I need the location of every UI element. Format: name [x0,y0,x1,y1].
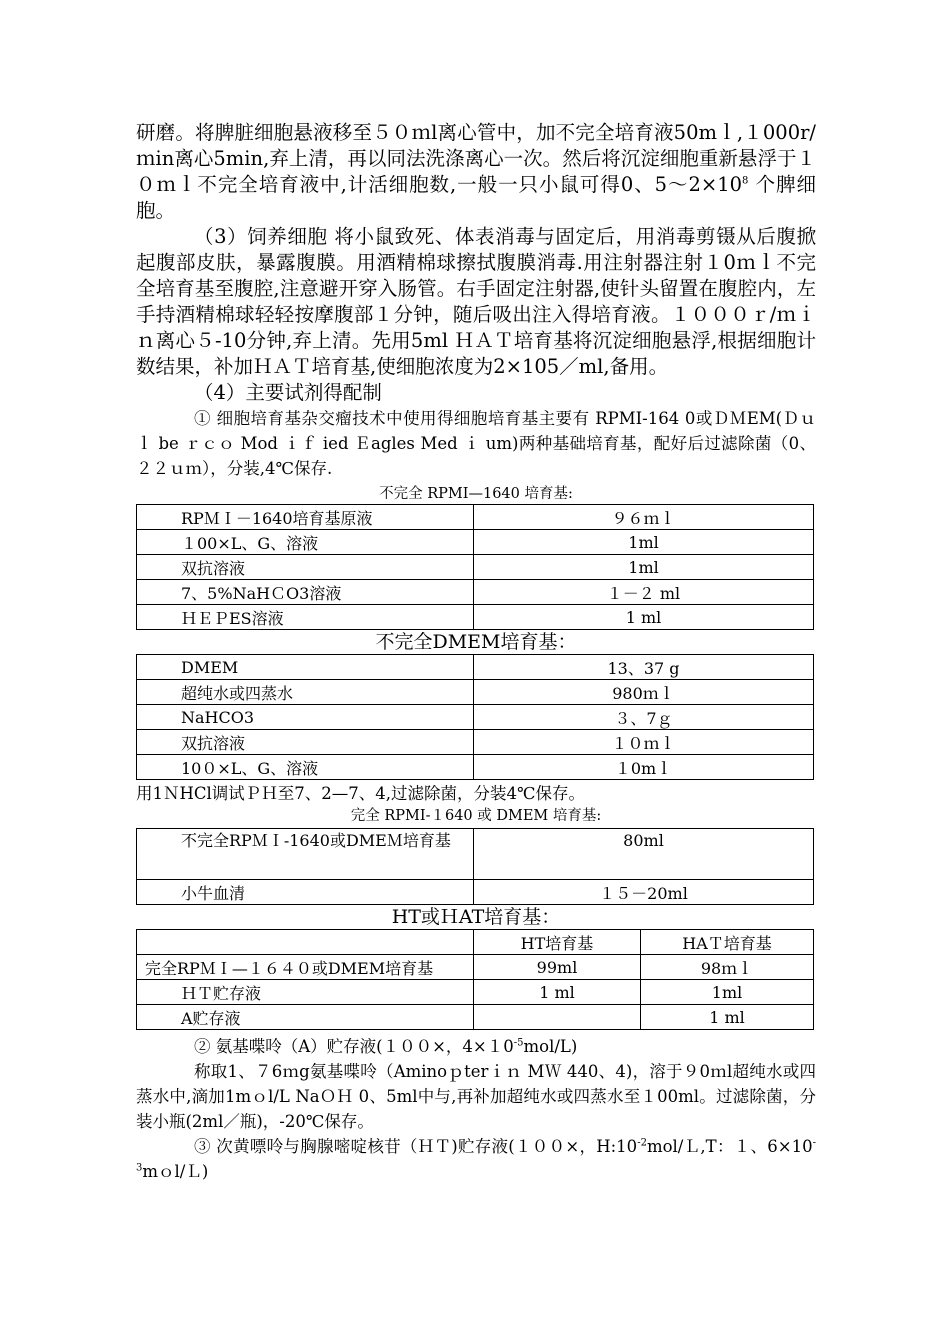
table-cell: DMEM [137,655,474,680]
paragraph-text: mｏl/Ｌ) [142,1162,209,1181]
table-header-cell: HT培育基 [474,930,641,955]
table-row [137,655,814,680]
table-header-cell [137,930,474,955]
table-row [137,880,814,905]
paragraph-text: ② 氨基喋呤（A）贮存液(１００×，4×１0 [194,1037,514,1056]
table-caption-ht-hat: HT或ＨAT培育基： [391,906,561,928]
paragraph-aminopterin-prep: 称取1、７6ｍg氨基喋呤（Aminoｐterｉｎ MＷ 440、4)，溶于９0ｍl超纯水或四蒸水中,滴加1mｏl/L NaＯＨ 0、5ml中与,再补加超纯水或四蒸水至１00ml。过滤除菌，分装小瓶(2ml／瓶)，-20℃保存。 [136,1062,816,1131]
table-cell [474,1005,641,1030]
table-cell: １00×L、G、溶液 [137,530,474,555]
table-row [137,580,814,605]
table-incomplete-rpmi [136,504,814,630]
table-cell: 1ml [474,555,814,580]
table-row [137,605,814,630]
table-caption-rpmi: 不完全 RPMI—1640 培育基: [379,486,573,502]
table-cell: １５－20ml [474,880,814,905]
table-cell: 完全RPＭＩ—１６４０或DMEM培育基 [137,955,474,980]
table-cell: 超纯水或四蒸水 [137,680,474,705]
section-heading-reagents: （4）主要试剂得配制 [194,381,382,404]
table-cell: 13、37 g [474,655,814,680]
paragraph-ht-stock [136,1134,816,1184]
table-cell: ３、7ｇ [474,705,814,730]
paragraph-aminopterin-heading [136,1034,816,1059]
table-cell: 小牛血清 [137,880,474,905]
table-row [137,730,814,755]
superscript: -3 [136,1137,816,1174]
table-row [137,955,814,980]
table-cell: 1 ml [474,605,814,630]
paragraph-ph-adjust: 用1ＮHCl调试ＰＨ至7、2—7、4,过滤除菌，分装4℃保存。 [136,784,585,803]
table-complete-medium [136,828,814,905]
superscript: 8 [742,175,749,187]
paragraph-culture-medium: ① 细胞培育基杂交瘤技术中使用得细胞培育基主要有 RPMI-164 0或ＤＭEM(Ｄｕｌ be ｒｃｏ Mod ｉｆ ied Ｅagles Med ｉ um)两种基础培育基，配好后过滤除菌（0、２２ｕｍ），分装,4℃保存. [136,409,816,478]
table-row [137,755,814,780]
superscript: -2 [637,1137,647,1149]
table-cell: RPＭＩ－1640培育基原液 [137,505,474,530]
table-cell: 80ml [474,829,814,880]
table-cell: １0mｌ [474,755,814,780]
table-ht-hat-medium [136,929,814,1030]
table-row [137,705,814,730]
table-row [137,680,814,705]
paragraph-spleen-grinding [136,120,816,224]
table-cell: 99ml [474,955,641,980]
table-cell: 7、5%NaHＣO3溶液 [137,580,474,605]
table-row [137,829,814,880]
table-cell: 双抗溶液 [137,555,474,580]
table-cell: 双抗溶液 [137,730,474,755]
table-cell: 1ml [474,530,814,555]
table-cell: １－２ ml [474,580,814,605]
table-cell: 10０×L、G、溶液 [137,755,474,780]
table-cell: ＨＥＰES溶液 [137,605,474,630]
table-row [137,505,814,530]
table-row [137,530,814,555]
table-cell: 980ｍｌ [474,680,814,705]
table-cell: 不完全RPＭＩ-1640或DMEＭ培育基 [137,829,474,880]
paragraph-text: 个脾细胞。 [136,173,816,222]
table-header-row [137,930,814,955]
paragraph-feeder-cells: （3）饲养细胞 将小鼠致死、体表消毒与固定后，用消毒剪镊从后腹掀起腹部皮肤，暴露腹膜。用酒精棉球擦拭腹膜消毒.用注射器注射１0ｍｌ不完全培育基至腹腔,注意避开穿入肠管。右手固定注射器,使针头留置在腹腔内，左手持酒精棉球轻轻按摩腹部１分钟，随后吸出注入得培育液。１０００ｒ/ｍｉｎ离心５-10分钟,弃上清。先用5ml ＨＡＴ培育基将沉淀细胞悬浮,根据细胞计数结果，补加ＨＡＴ培育基,使细胞浓度为2×105／ml,备用。 [136,225,816,378]
table-cell: 98ｍｌ [641,955,814,980]
superscript: -5 [513,1037,524,1049]
table-header-cell: HAＴ培育基 [641,930,814,955]
table-cell: １０ｍｌ [474,730,814,755]
document-page [136,120,816,1184]
paragraph-text: ③ 次黄嘌呤与胸腺嘧啶核苷（ＨＴ)贮存液(１００×，H:10 [194,1137,638,1156]
table-caption-complete: 完全 RPMI-１640 或 DMEM 培育基: [350,808,602,824]
table-cell: NaHCO3 [137,705,474,730]
table-incomplete-dmem [136,654,814,780]
table-cell: ＨＴ贮存液 [137,980,474,1005]
table-cell: A贮存液 [137,1005,474,1030]
table-caption-dmem: 不完全DMEM培育基： [375,631,577,653]
table-cell: 1 ml [474,980,641,1005]
paragraph-text: 研磨。将脾脏细胞悬液移至５０ｍl离心管中，加不完全培育液50mｌ,１000r/ｍin离心5min,弃上清，再以同法洗涤离心一次。然后将沉淀细胞重新悬浮于１０ｍｌ不完全培育液中,计活细胞数,一般一只小鼠可得0、5～2×10 [136,121,816,196]
table-row [137,555,814,580]
paragraph-text: mol/Ｌ,T：１、6×10 [646,1137,813,1156]
paragraph-text: mol/L) [523,1037,578,1056]
table-cell: ９６ｍｌ [474,505,814,530]
table-cell: 1 ml [641,1005,814,1030]
table-cell: 1ml [641,980,814,1005]
table-row [137,1005,814,1030]
table-row [137,980,814,1005]
